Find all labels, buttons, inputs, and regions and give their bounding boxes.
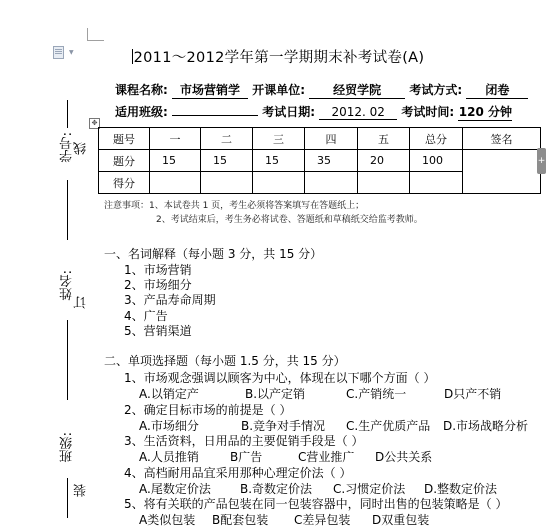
table-cell[interactable]: 四 [305,128,358,150]
notice-line-2: 2、考试结束后，考生务必将试卷、答题纸和草稿纸交给监考教师。 [156,215,423,225]
course-label: 课程名称: [115,83,168,97]
list-item: 1、市场营销 [124,263,192,277]
table-move-handle-icon[interactable]: ✥ [89,118,100,129]
table-cell[interactable]: 100 [410,150,463,172]
time-value: 120 分钟 [458,105,512,119]
table-cell[interactable]: 35 [305,150,358,172]
option: C.生产优质产品 [346,419,431,433]
option: C.产销统一 [346,387,407,401]
question-2: 2、确定目标市场的前提是（ ） [124,403,292,417]
option: D公共关系 [375,450,433,464]
info-row-2 [115,103,512,121]
date-value: 2012. 02 [319,105,397,120]
list-item: 4、广告 [124,309,168,323]
text-cursor [132,49,133,64]
add-column-icon[interactable]: + [537,148,546,174]
binding-fill-line [67,478,68,518]
option: D只产不销 [444,387,502,401]
option: D.市场战略分析 [443,419,529,433]
table-cell[interactable]: 签名 [463,128,541,150]
option: C营业推广 [298,450,355,464]
table-cell[interactable] [410,172,463,194]
notice-line-1: 注意事项：1、本试卷共 1 页，考生必须将答案填写在答题纸上； [104,201,365,211]
option: B配套包装 [212,513,269,527]
binding-label-banji: 班级: [60,432,75,463]
table-cell[interactable]: 一 [150,128,201,150]
table-cell[interactable]: 20 [358,150,410,172]
option: A类似包装 [139,513,196,527]
binding-fill-line [67,320,68,400]
table-cell[interactable] [305,172,358,194]
signature-cell[interactable] [463,150,541,194]
exam-title: 2011～2012学年第一学期期末补考试卷(A) [133,50,425,66]
list-item: 5、营销渠道 [124,324,192,338]
time-label: 考试时间: [401,105,455,119]
binding-label-xingming: 姓名: [60,270,75,301]
option: D.整数定价法 [424,482,498,496]
course-value: 市场营销学 [172,81,248,99]
table-cell[interactable]: 15 [253,150,305,172]
table-cell[interactable]: 五 [358,128,410,150]
table-row [99,150,541,172]
class-value [172,115,258,116]
option: C.习惯定价法 [333,482,406,496]
unit-label: 开课单位: [252,83,305,97]
info-row-1 [115,81,528,99]
option: D双重包装 [372,513,430,527]
table-cell[interactable]: 15 [201,150,253,172]
page-corner-mark [87,28,104,41]
table-cell[interactable]: 15 [150,150,201,172]
method-label: 考试方式: [409,83,463,97]
option: B.竞争对手情况 [241,419,326,433]
binding-char-ding: 订 [74,296,89,309]
score-table [98,127,541,194]
section-1-heading: 一、名词解释（每小题 3 分，共 15 分） [104,247,323,261]
option: B.以产定销 [245,387,306,401]
option: B.奇数定价法 [240,482,313,496]
binding-label-xuehao: 学号: [60,132,75,163]
option: C差异包装 [294,513,351,527]
class-label: 适用班级: [115,105,168,119]
binding-fill-line [67,100,68,128]
unit-value: 经贸学院 [309,81,405,99]
option: A.市场细分 [139,419,199,433]
table-cell[interactable] [253,172,305,194]
list-item: 2、市场细分 [124,278,192,292]
option: A.人员推销 [139,450,199,464]
binding-char-zhuang: 装 [74,484,89,497]
table-cell[interactable]: 题号 [99,128,150,150]
question-5: 5、将有关联的产品包装在同一包装容器中，同时出售的包装策略是（ ） [124,497,508,511]
section-2-heading: 二、单项选择题（每小题 1.5 分，共 15 分） [104,354,346,368]
binding-char-xian: 线 [74,142,89,155]
question-3: 3、生活资料，日用品的主要促销手段是（ ） [124,434,364,448]
table-cell[interactable]: 总分 [410,128,463,150]
option: A.尾数定价法 [139,482,211,496]
table-cell[interactable]: 题分 [99,150,150,172]
table-cell[interactable]: 得分 [99,172,150,194]
dropdown-arrow-icon[interactable]: ▼ [69,49,74,56]
table-cell[interactable] [201,172,253,194]
date-label: 考试日期: [262,105,315,119]
table-cell[interactable] [150,172,201,194]
option: B广告 [230,450,263,464]
table-row [99,128,541,150]
binding-fill-line [67,180,68,240]
option: A.以销定产 [139,387,199,401]
table-cell[interactable]: 二 [201,128,253,150]
question-1: 1、市场观念强调以顾客为中心，体现在以下哪个方面（ ） [124,371,436,385]
table-cell[interactable] [358,172,410,194]
question-4: 4、高档耐用品宜采用那种心理定价法（ ） [124,466,352,480]
method-value: 闭卷 [466,81,528,99]
list-item: 3、产品寿命周期 [124,293,216,307]
table-cell[interactable]: 三 [253,128,305,150]
